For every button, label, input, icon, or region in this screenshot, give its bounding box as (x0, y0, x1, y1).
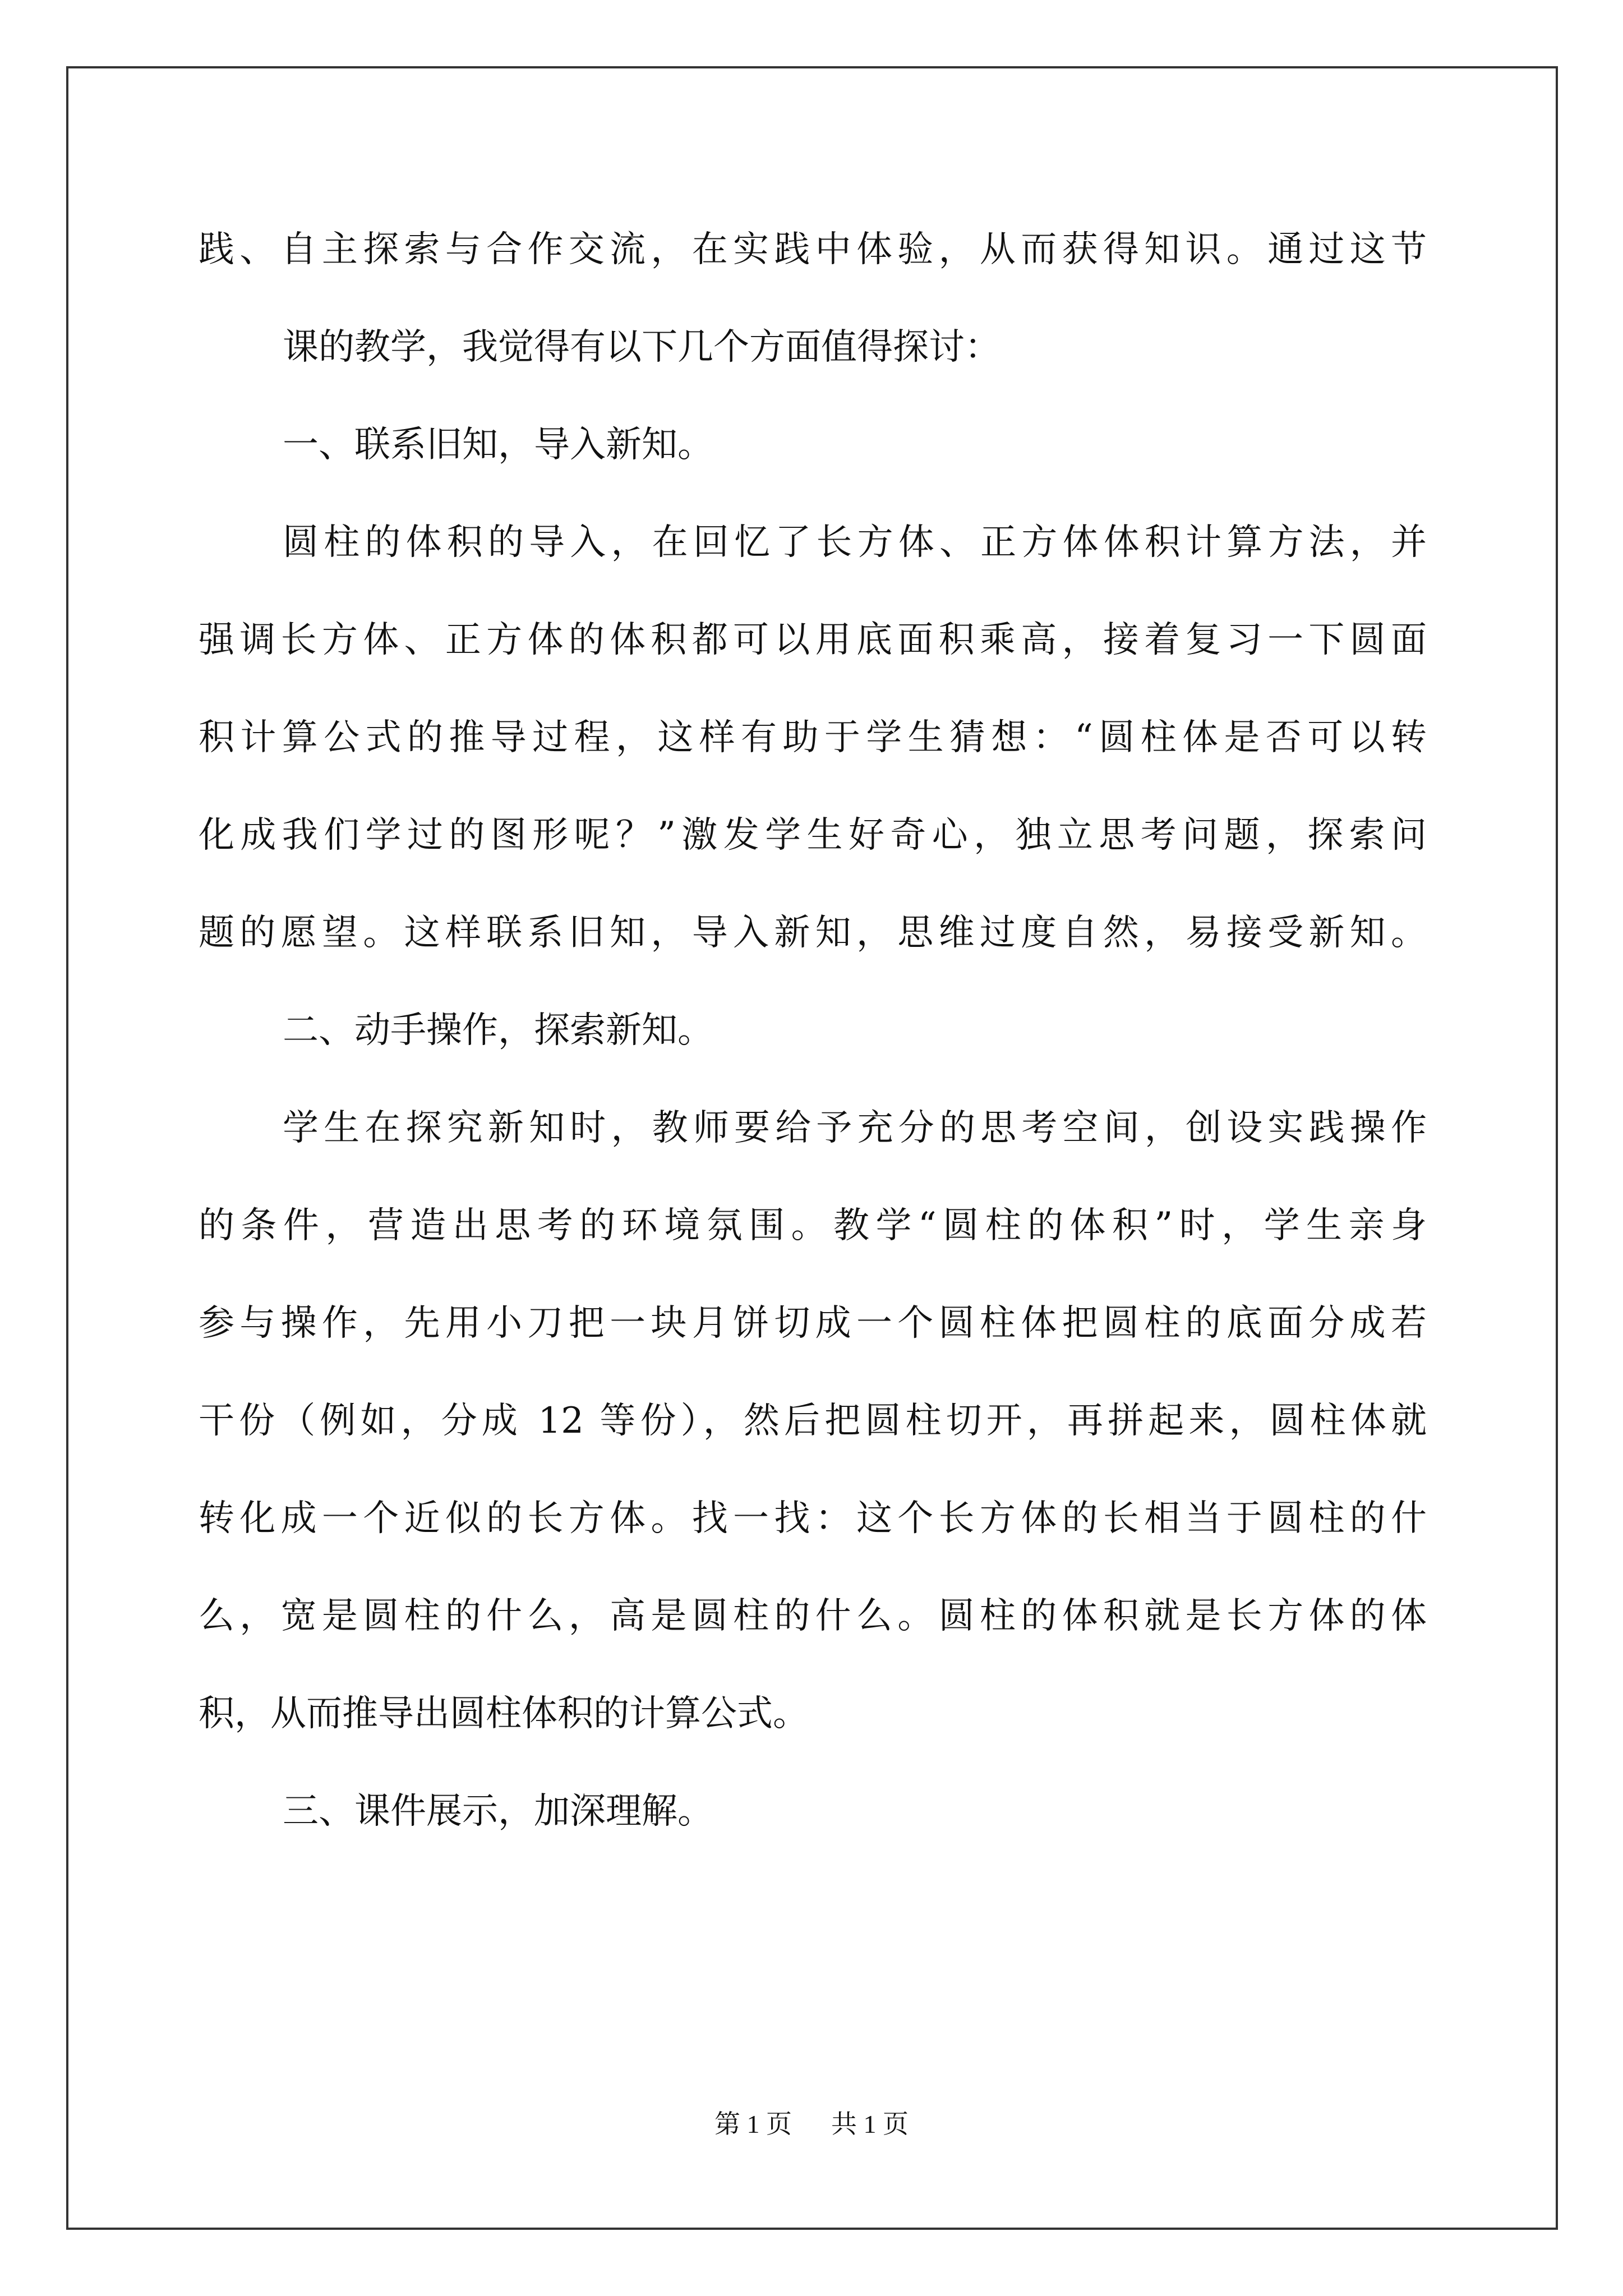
text-line: 干份（例如，分成 12 等份），然后把圆柱切开，再拼起来，圆柱体就 (199, 1400, 1427, 1442)
text-line: 的条件，营造出思考的环境氛围。教学“圆柱的体积”时，学生亲身 (199, 1205, 1427, 1246)
text-line: 一、联系旧知，导入新知。 (283, 424, 713, 466)
text-line: 践、自主探索与合作交流，在实践中体验，从而获得知识。通过这节 (199, 229, 1427, 270)
text-line: 么，宽是圆柱的什么，高是圆柱的什么。圆柱的体积就是长方体的体 (199, 1595, 1427, 1637)
text-line: 积计算公式的推导过程，这样有助于学生猜想：“圆柱体是否可以转 (199, 717, 1427, 758)
page-footer (0, 2104, 1623, 2141)
text-line: 三、课件展示，加深理解。 (283, 1791, 713, 1832)
page-number: 第 1 页 (714, 2110, 792, 2138)
text-line: 参与操作，先用小刀把一块月饼切成一个圆柱体把圆柱的底面分成若 (199, 1303, 1427, 1344)
text-line: 课的教学，我觉得有以下几个方面值得探讨： (283, 326, 1000, 368)
text-line: 题的愿望。这样联系旧知，导入新知，思维过度自然，易接受新知。 (199, 912, 1427, 954)
text-line: 转化成一个近似的长方体。找一找：这个长方体的长相当于圆柱的什 (199, 1498, 1427, 1539)
text-line: 学生在探究新知时，教师要给予充分的思考空间，创设实践操作 (283, 1107, 1427, 1149)
document-body (199, 216, 1427, 1875)
text-line: 圆柱的体积的导入，在回忆了长方体、正方体体积计算方法，并 (283, 522, 1427, 563)
text-line: 化成我们学过的图形呢？”激发学生好奇心，独立思考问题，探索问 (199, 815, 1427, 856)
page-total: 共 1 页 (831, 2110, 909, 2138)
text-line: 积，从而推导出圆柱体积的计算公式。 (199, 1693, 809, 1734)
text-line: 二、动手操作，探索新知。 (283, 1010, 713, 1051)
text-line: 强调长方体、正方体的体积都可以用底面积乘高，接着复习一下圆面 (199, 619, 1427, 661)
